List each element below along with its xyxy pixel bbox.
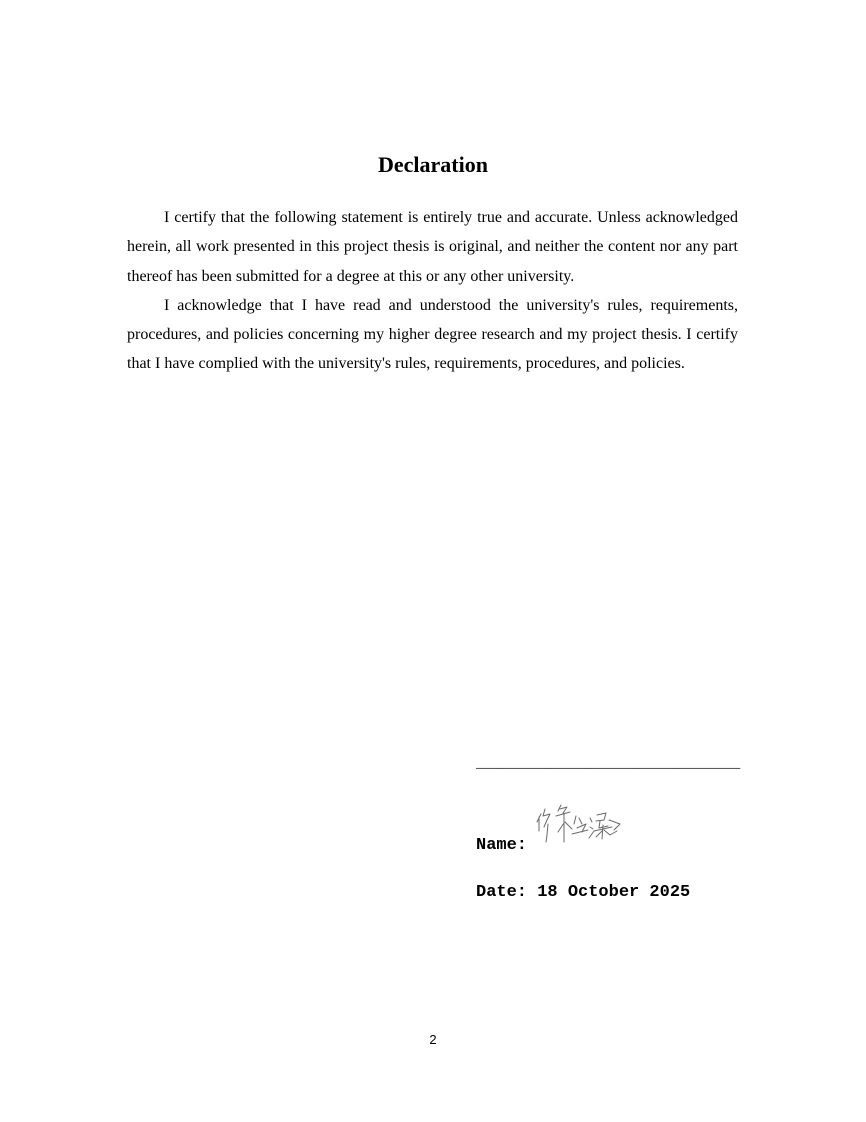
date-value: 18 October 2025 — [537, 883, 691, 902]
paragraph-certify: I certify that the following statement is entirely true and accurate. Unless acknowledged herein, all work presented in this project thesis is original, and neither the content nor any part thereof has been submitted for a degree at this or any other university. — [127, 209, 738, 285]
date-label: Date: — [476, 883, 528, 902]
handwritten-signature — [534, 800, 626, 856]
name-row — [476, 834, 527, 858]
signature-line: ______________________________ — [476, 755, 741, 772]
page-number: 2 — [429, 1032, 437, 1047]
declaration-body — [127, 203, 738, 379]
date-row — [476, 881, 690, 905]
name-label: Name: — [476, 836, 528, 855]
page-title: Declaration — [378, 152, 488, 177]
paragraph-acknowledge: I acknowledge that I have read and understood the university's rules, requirements, procedures, and policies concerning my higher degree research and my project thesis. I certify that I have complied with the university's rules, requirements, procedures, and policies. — [127, 296, 738, 373]
